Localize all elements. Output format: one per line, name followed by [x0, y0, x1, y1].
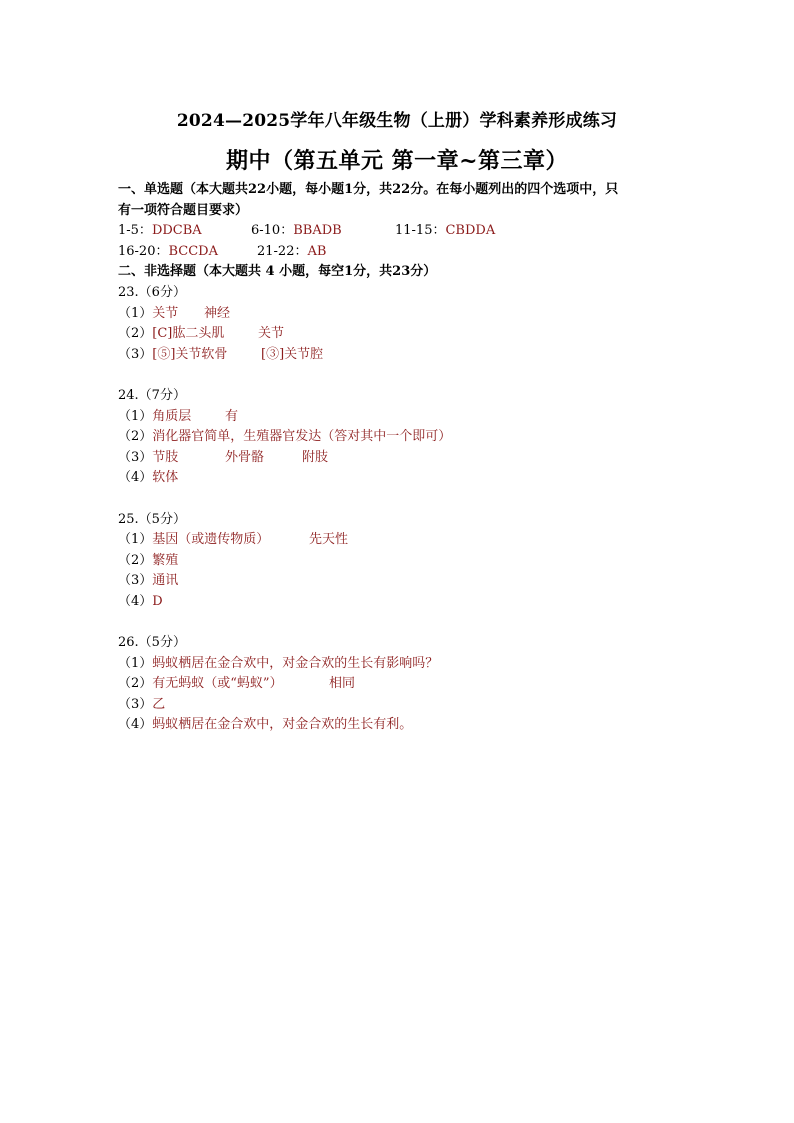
mcq-group — [118, 242, 218, 263]
answer-text: 关节 — [152, 305, 179, 321]
mcq-range-label: 6-10： — [251, 223, 294, 239]
mcq-group — [257, 242, 326, 263]
answer-line — [118, 695, 678, 716]
item-number: （1） — [118, 305, 153, 321]
answer-text: 外骨骼 — [225, 449, 265, 465]
answer-text: 关节 — [258, 326, 285, 342]
mcq-group — [251, 221, 342, 242]
mcq-range-label: 1-5： — [118, 223, 152, 239]
item-number: （2） — [118, 676, 153, 692]
answer-line — [118, 715, 678, 736]
answer-text: [③]关节腔 — [261, 346, 324, 362]
answer-text: 节肢 — [152, 449, 179, 465]
answer-line — [118, 571, 678, 592]
mcq-group — [118, 221, 202, 242]
mcq-answer: DDCBA — [151, 223, 202, 239]
answer-line — [118, 345, 678, 366]
answer-text: 神经 — [204, 305, 231, 321]
answer-text: 角质层 — [152, 408, 192, 424]
section1-heading-line2: 有一项符合题目要求） — [118, 202, 249, 218]
mcq-answer: CBDDA — [445, 223, 496, 239]
mcq-answer: BCCDA — [168, 243, 218, 259]
question-header: 25.（5分） — [118, 511, 186, 527]
mcq-answer: AB — [307, 243, 327, 259]
question-header: 24.（7分） — [118, 387, 186, 403]
item-number: （3） — [118, 573, 153, 589]
answer-text: [C]肱二头肌 — [152, 326, 225, 342]
item-number: （1） — [118, 532, 153, 548]
mcq-range-label: 11-15： — [395, 223, 446, 239]
question-header: 26.（5分） — [118, 635, 186, 651]
document-subtitle: 期中（第五单元 第一章~第三章） — [225, 148, 569, 174]
answer-line — [118, 530, 678, 551]
answer-text: D — [152, 593, 163, 609]
answer-line — [118, 407, 678, 428]
answer-line — [118, 304, 678, 325]
answer-content — [118, 180, 678, 736]
answer-text: 先天性 — [309, 532, 349, 548]
item-number: （1） — [118, 655, 153, 671]
section2-heading: 二、非选择题（本大题共 4 小题，每空1分，共23分） — [118, 264, 437, 280]
answer-line — [118, 468, 678, 489]
section1-heading-line1: 一、单选题（本大题共22小题，每小题1分，共22分。在每小题列出的四个选项中，只 — [118, 182, 619, 197]
item-number: （3） — [118, 346, 153, 362]
answer-line — [118, 448, 678, 469]
answer-text: 乙 — [152, 696, 166, 712]
item-number: （2） — [118, 429, 153, 445]
item-number: （2） — [118, 326, 153, 342]
item-number: （4） — [118, 717, 153, 733]
mcq-answer: BBADB — [293, 223, 342, 239]
answer-text: 相同 — [329, 676, 356, 692]
answer-text: 蚂蚁栖居在金合欢中，对金合欢的生长有利。 — [152, 717, 413, 733]
item-number: （4） — [118, 593, 153, 609]
question-header: 23.（6分） — [118, 284, 186, 300]
item-number: （3） — [118, 696, 153, 712]
item-number: （4） — [118, 470, 153, 486]
answer-text: 附肢 — [302, 449, 329, 465]
answer-text: 繁殖 — [152, 552, 179, 568]
item-number: （3） — [118, 449, 153, 465]
answer-text: 蚂蚁栖居在金合欢中，对金合欢的生长有影响吗？ — [152, 655, 439, 671]
mcq-row-2 — [118, 242, 678, 263]
answer-line — [118, 654, 678, 675]
mcq-group — [395, 221, 495, 242]
answer-line — [118, 674, 678, 695]
item-number: （1） — [118, 408, 153, 424]
answer-text: 软体 — [152, 470, 179, 486]
answer-line — [118, 324, 678, 345]
document-title: 2024—2025学年八年级生物（上册）学科素养形成练习 — [176, 111, 618, 131]
mcq-row-1 — [118, 221, 678, 242]
answer-text: 有无蚂蚁（或“蚂蚁”） — [152, 676, 283, 692]
answer-text: 消化器官简单，生殖器官发达（答对其中一个即可） — [152, 429, 452, 445]
answer-text: 基因（或遗传物质） — [152, 532, 270, 548]
answer-line — [118, 592, 678, 613]
item-number: （2） — [118, 552, 153, 568]
mcq-range-label: 21-22： — [257, 243, 308, 259]
answer-text: 通讯 — [152, 573, 179, 589]
answer-text: 有 — [225, 408, 239, 424]
answer-text: [⑤]关节软骨 — [152, 346, 228, 362]
mcq-range-label: 16-20： — [118, 243, 169, 259]
answer-line — [118, 427, 678, 448]
answer-line — [118, 551, 678, 572]
